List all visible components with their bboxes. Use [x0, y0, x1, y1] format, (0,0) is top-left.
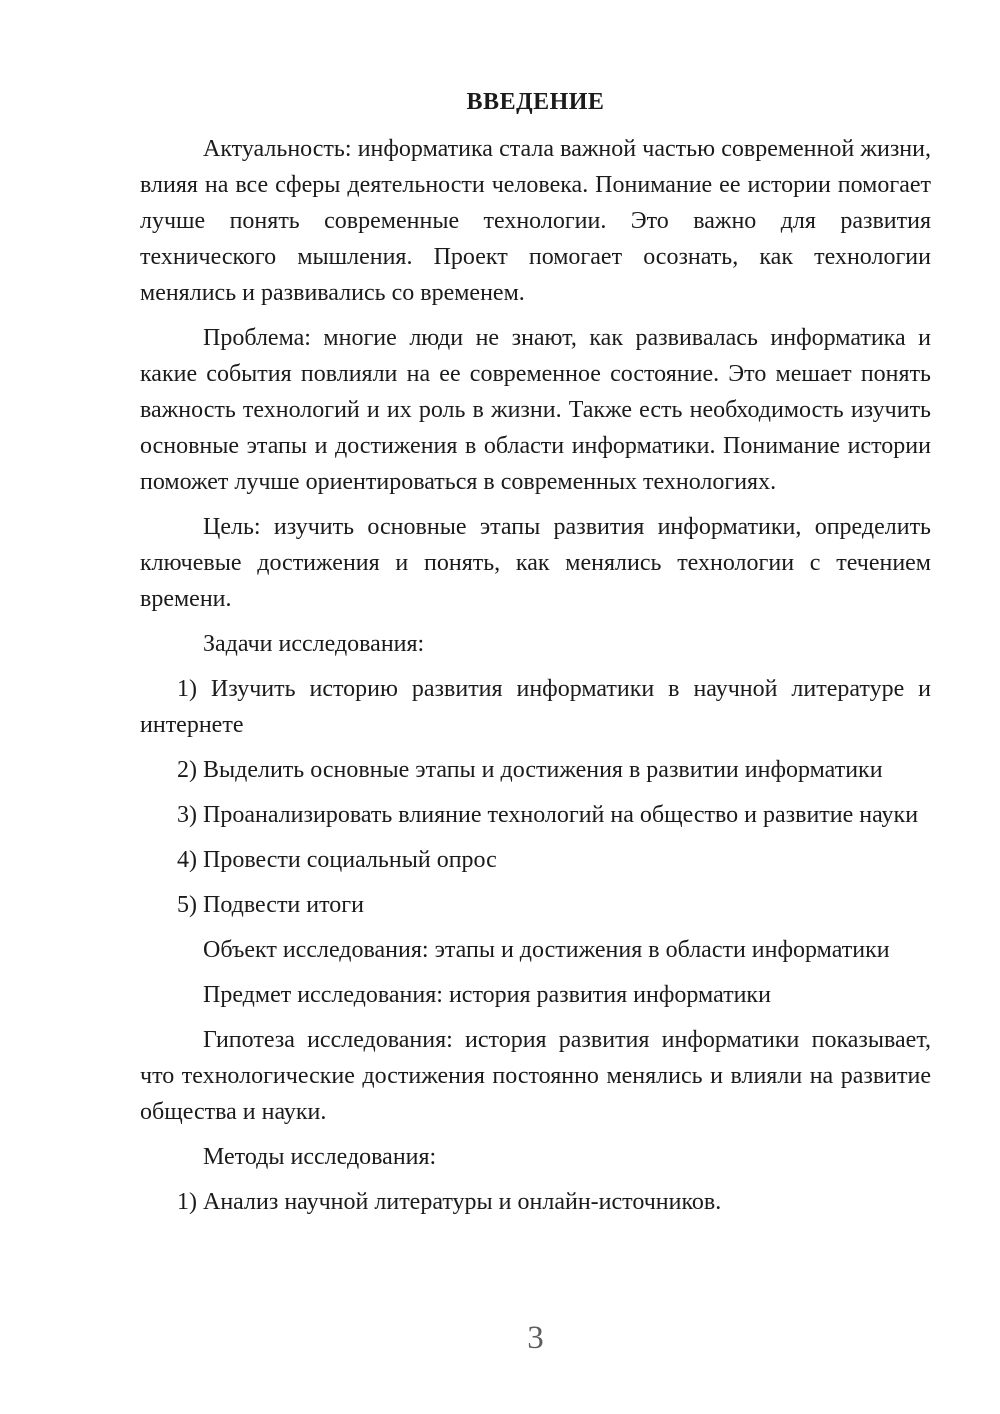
paragraph-tasks-heading: Задачи исследования: — [203, 631, 425, 657]
page-number: 3 — [527, 1320, 544, 1356]
paragraph-goal: Цель: изучить основные этапы развития информатики, определить ключевые достижения и понять, как менялись технологии с течением времени. — [140, 514, 931, 612]
paragraph-problem: Проблема: многие люди не знают, как развивалась информатика и какие события повлияли на ее современное состояние. Это мешает понять важность технологий и их роль в жизни. Также есть необходимость изучить основные этапы и достижения в области информатики. Понимание истории поможет лучше ориентироваться в современных технологиях. — [140, 325, 931, 495]
list-item-task-4: 4) Провести социальный опрос — [177, 847, 497, 873]
paragraph-relevance: Актуальность: информатика стала важной частью современной жизни, влияя на все сферы деятельности человека. Понимание ее истории помогает лучше понять современные технологии. Это важно для развития технического мышления. Проект помогает осознать, как технологии менялись и развивались со временем. — [140, 136, 931, 306]
list-item-task-3: 3) Проанализировать влияние технологий на общество и развитие науки — [177, 802, 919, 828]
paragraph-object: Объект исследования: этапы и достижения в области информатики — [203, 937, 890, 963]
page-title: ВВЕДЕНИЕ — [466, 89, 605, 115]
paragraph-subject: Предмет исследования: история развития информатики — [203, 982, 771, 1008]
list-item-task-2: 2) Выделить основные этапы и достижения в развитии информатики — [177, 757, 883, 783]
paragraph-methods-heading: Методы исследования: — [203, 1144, 437, 1170]
list-item-method-1: 1) Анализ научной литературы и онлайн-источников. — [177, 1189, 722, 1215]
document-page — [140, 84, 931, 1229]
list-item-task-1: 1) Изучить историю развития информатики в научной литературе и интернете — [140, 676, 931, 738]
list-item-task-5: 5) Подвести итоги — [177, 892, 364, 918]
paragraph-hypothesis: Гипотеза исследования: история развития информатики показывает, что технологические достижения постоянно менялись и влияли на развитие общества и науки. — [140, 1027, 931, 1125]
